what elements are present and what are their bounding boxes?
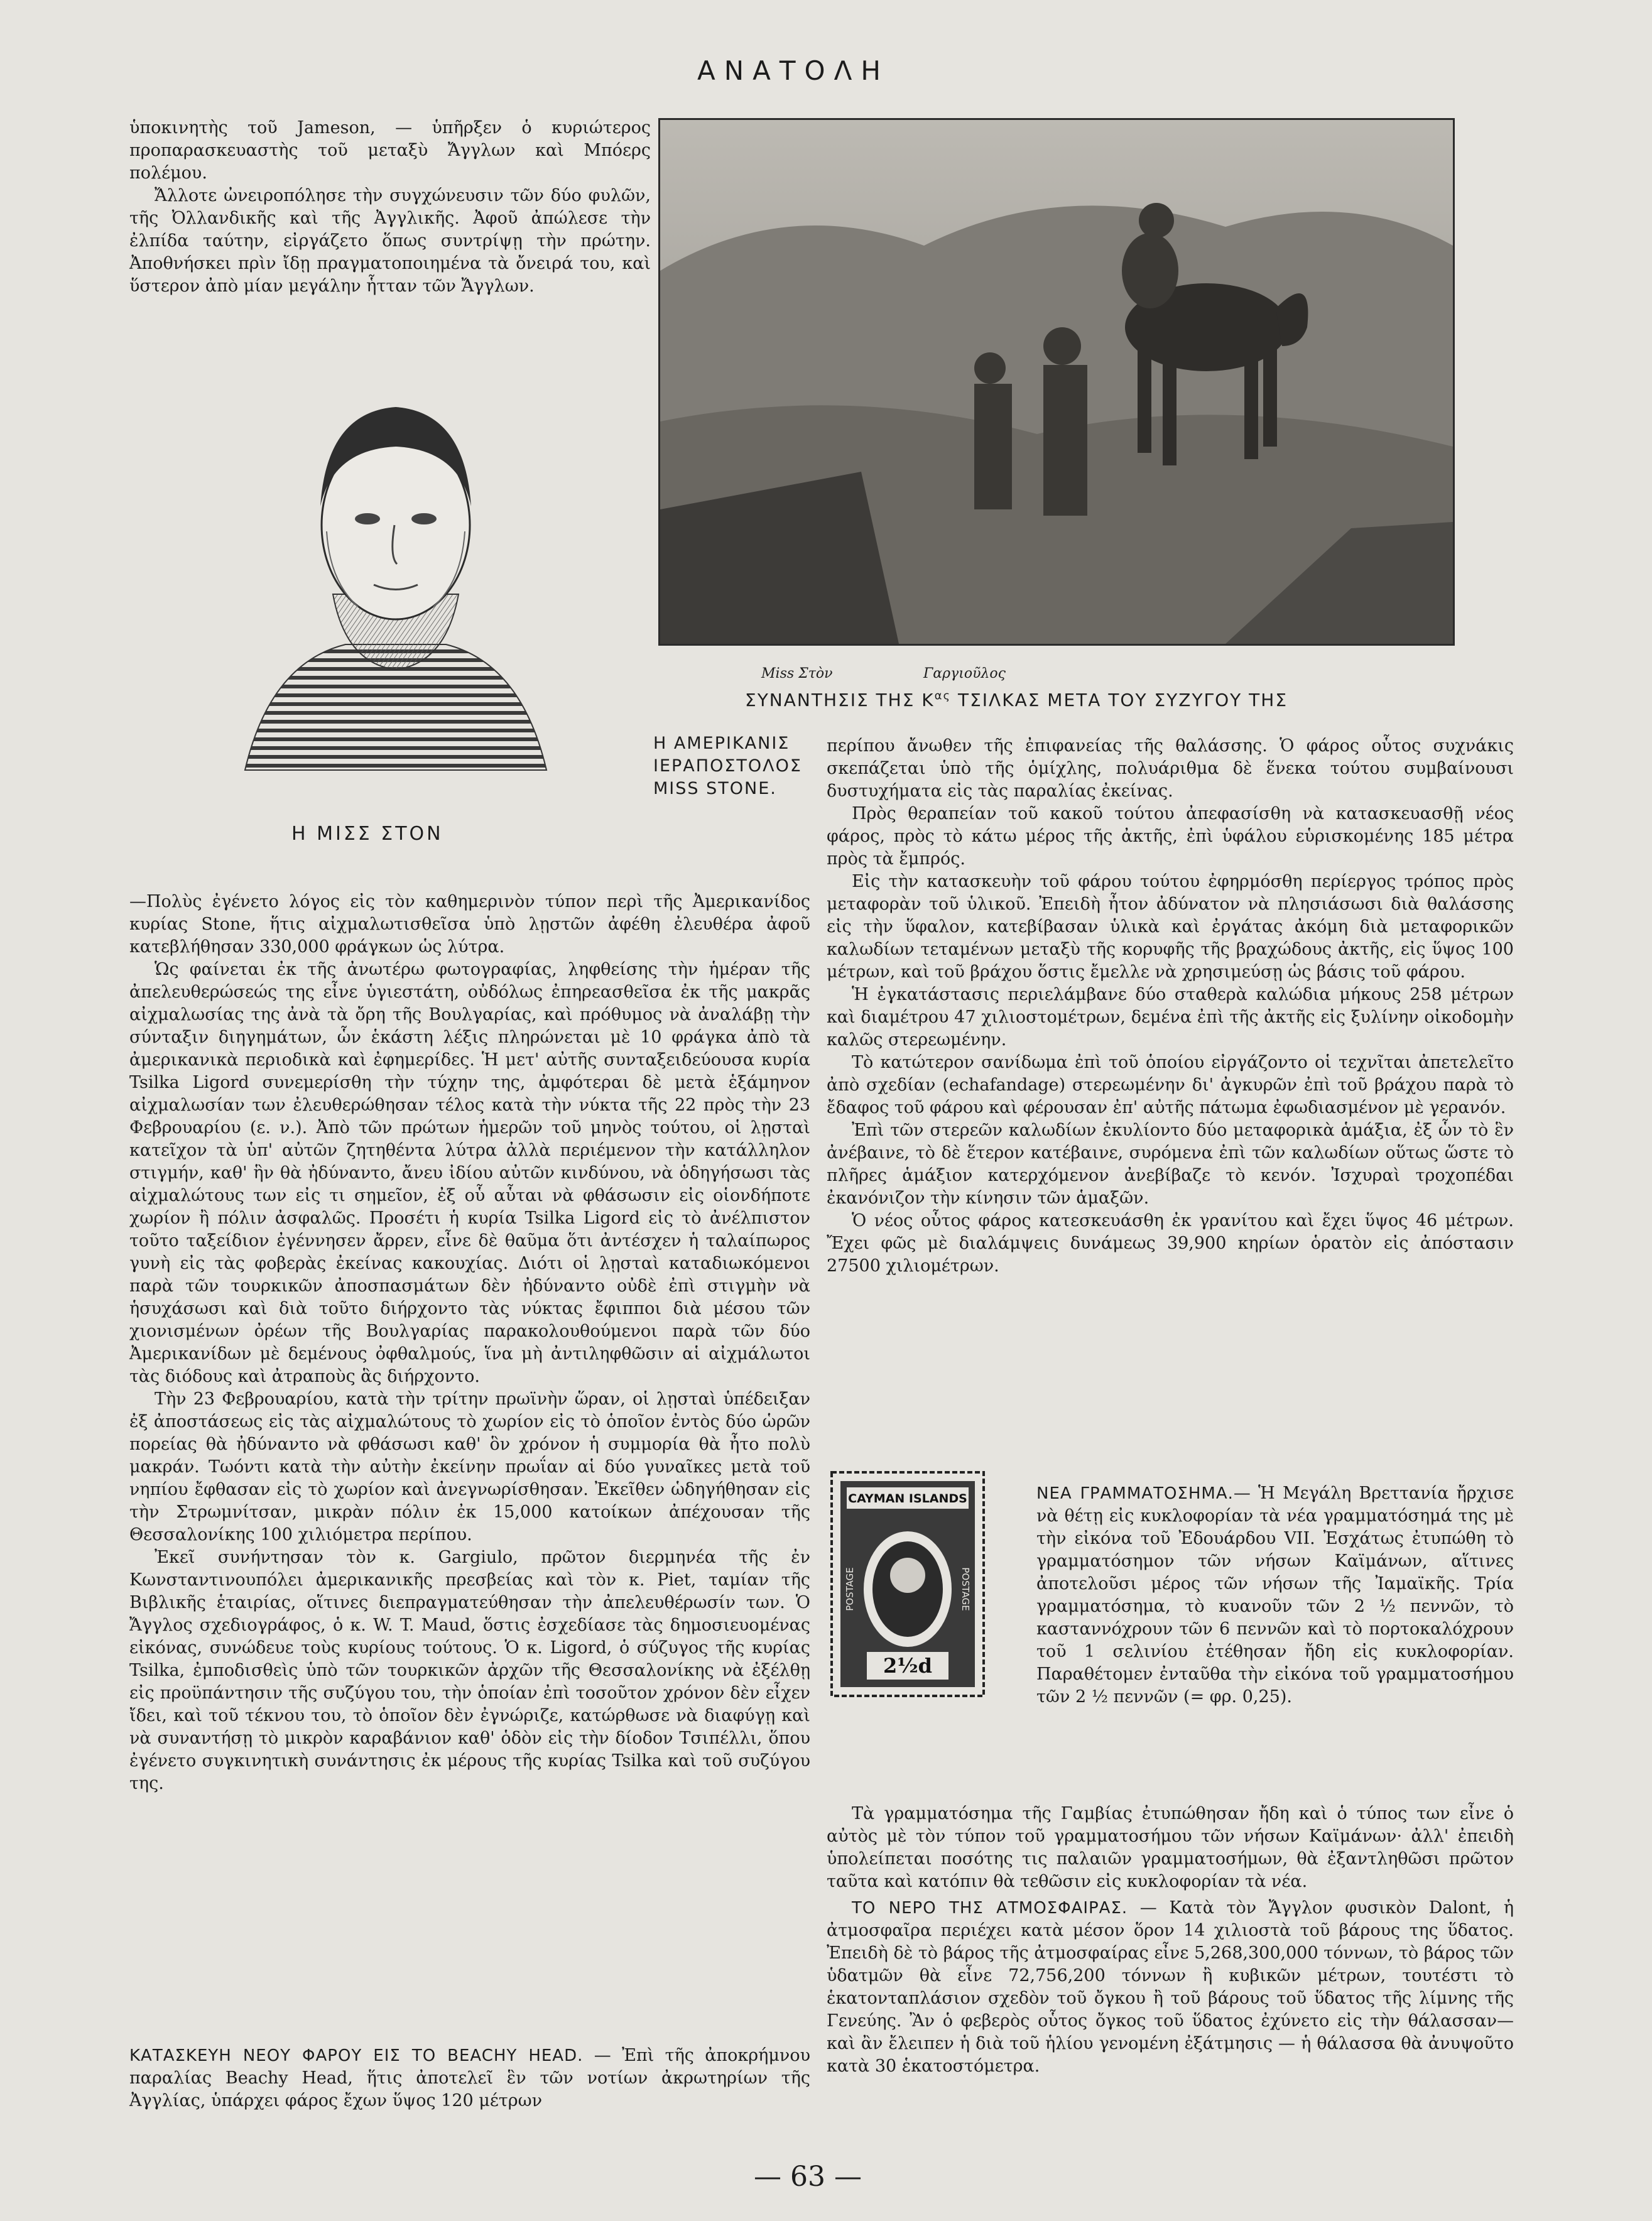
- stamp-top-text: CAYMAN ISLANDS: [848, 1492, 967, 1506]
- running-header: ΑΝΑΤΟΛΗ: [697, 55, 889, 86]
- article-beachy-paragraph: Πρὸς θεραπείαν τοῦ κακοῦ τούτου ἀπεφασίσθη νὰ κατασκευασθῇ νέος φάρος, πρὸς τὸ κάτω μέρος τῆς ἀκτῆς, ἐπὶ ὑφάλου εὑρισκομένης 185 μέτρα πρὸς τὰ ἔμπρός.: [827, 804, 1514, 869]
- article-beachy-paragraph: Τὸ κατώτερον σανίδωμα ἐπὶ τοῦ ὁποίου εἰργάζοντο οἱ τεχνῖται ἀπετελεῖτο ἀπὸ σχεδίαν (echafandage) στερεωμένην δι' ἀγκυρῶν ἐπὶ τοῦ βράχου παρὰ τὸ ἔδαφος τοῦ φάρου καὶ φέρουσαν ἐπ' αὐτῆς πάτωμα ἐφωδιασμένον μὲ γερανόν.: [827, 1053, 1514, 1117]
- intro-paragraph-1: ὑποκινητὴς τοῦ Jameson, — ὑπῆρξεν ὁ κυριώτερος προπαρασκευαστὴς τοῦ μεταξὺ Ἄγγλων καὶ Μπόερς πολέμου.: [129, 118, 651, 183]
- photo-caption-text: ΣΥΝΑΝΤΗΣΙΣ ΤΗΣ $K^{\alpha\varsigma}$ ΤΣΙΛΚΑΣ ΜΕΤΑ ΤΟΥ ΣΥΖΥΓΟΥ ΤΗΣ: [745, 690, 1288, 711]
- article-stone-paragraph: Ὡς φαίνεται ἐκ τῆς ἀνωτέρω φωτογραφίας, ληφθείσης τὴν ἡμέραν τῆς ἀπελευθερώσεώς της εἶνε ὑγιεστάτη, οὐδόλως ἐπηρεασθεῖσα ἐκ τῆς μακρᾶς αἰχμαλωσίας της ἀνὰ τὰ ὄρη τῆς Βουλγαρίας, καὶ πρόθυμος νὰ ἀναλάβῃ τὴν σύνταξιν διηγημάτων, ὧν ἑκάστη λέξις πληρώνεται μὲ 10 φράγκα ἀπὸ τὰ ἀμερικανικὰ περιοδικὰ καὶ ἐφημερίδες. Ἡ μετ' αὐτῆς συνταξειδεύουσα κυρία Tsilka Ligord συνεμερίσθη τὴν τύχην της, ἀμφότεραι δὲ μετὰ ἑξάμηνον αἰχμαλωσίαν των ἐλευθερώθησαν τέλος κατὰ τὴν νύκτα τῆς 22 πρὸς τὴν 23 Φεβρουαρίου (ε. ν.). Ἀπὸ τῶν πρώτων ἡμερῶν τοῦ μηνὸς τούτου, οἱ λῃσταὶ κατεῖχον τὰ ὑπ' αὐτῶν ζητηθέντα λύτρα ἀλλὰ περιέμενον τὴν κατάλληλον στιγμήν, καθ' ἣν θὰ ἠδύναντο, ἄνευ ἰδίου αὐτῶν κινδύνου, νὰ ὁδηγήσωσι τὰς αἰχμαλώτους των εἰς τι σημεῖον, ἐξ οὗ αὗται νὰ φθάσωσιν εἰς οἱονδήποτε χωρίον ἢ πόλιν ἀσφαλῶς. Προσέτι ἡ κυρία Tsilka Ligord εἰς τὸ ἀνέλπιστον τοῦτο ταξείδιον ἐγέννησεν ἄρρεν, εἶνε δὲ θαῦμα ὅτι ἀντέσχεν ἡ ταλαίπωρος γυνὴ εἰς τὰς φοβερὰς ἐκείνας κακουχίας. Διότι οἱ λῃσταὶ καταδιωκόμενοι παρὰ τῶν τουρκικῶν ἀποσπασμάτων δὲν ἠδύναντο οὐδὲ ἐπὶ στιγμὴν νὰ ἡσυχάσωσι καὶ διὰ τοῦτο διήρχοντο τὰς νύκτας ἔφιπποι διὰ μέσου τῶν χιονισμένων ὀρέων τῆς Βουλγαρίας παρακολουθούμενοι παρὰ τῶν δύο Ἀμερικανίδων μὲ δεμένους ὀφθαλμούς, ἵνα μὴ ἀντιληφθῶσιν αἱ αἰχμάλωτοι τὰς διόδους καὶ ἀτραποὺς ἃς διήρχοντο.: [129, 960, 810, 1386]
- article-stone-paragraph: Ἐκεῖ συνήντησαν τὸν κ. Gargiulo, πρῶτον διερμηνέα τῆς ἐν Κωνσταντινουπόλει ἀμερικανικῆς πρεσβείας καὶ τὸν κ. Piet, ταμίαν τῆς Βιβλικῆς ἑταιρίας, οἵτινες διεπραγματεύθησαν τὴν ἀπελευθέρωσίν των. Ὁ Ἄγγλος σχεδιογράφος, ὁ κ. W. T. Maud, ὅστις ἐσχεδίασε τὰς δημοσιευομένας εἰκόνας, συνώδευε τοὺς κυρίους τούτους. Ὁ κ. Ligord, ὁ σύζυγος τῆς κυρίας Tsilka, ἐμποδισθεὶς ὑπὸ τῶν τουρκικῶν ἀρχῶν τῆς Θεσσαλονίκης νὰ ἐξέλθῃ εἰς προϋπάντησιν τῆς συζύγου του, τὴν ὁποίαν ἐπὶ τοσοῦτον χρόνον δὲν εἶχεν ἴδει, καὶ τοῦ τέκνου του, τὸ ὁποῖον δὲν ἐγνώριζε, κατώρθωσε νὰ διαφύγῃ καὶ νὰ συναντήσῃ τὸ μικρὸν καραβάνιον καθ' ὁδὸν εἰς τὴν δίοδον Τσιπέλλι, ὅπου ἐγένετο συγκινητικὴ συνάντησις ἐκ μέρους τῆς κυρίας Tsilka καὶ τοῦ συζύγου της.: [129, 1548, 810, 1793]
- article-beachy-paragraph: Εἰς τὴν κατασκευὴν τοῦ φάρου τούτου ἐφηρμόσθη περίεργος τρόπος πρὸς μεταφορὰν τοῦ ὑλικοῦ. Ἐπειδὴ ἦτον ἀδύνατον νὰ πλησιάσωσι διὰ θαλάσσης εἰς τὴν ὕφαλον, κατεβίβασαν ὑλικὰ καὶ ἐργάτας ἀκόμη διὰ μεταφορικῶν καλωδίων τεταμένων μεταξὺ τῆς κορυφῆς τῆς βραχώδους ἀκτῆς, εἰς ὕψος 100 μέτρων, καὶ τοῦ βράχου ὅστις ἔμελλε νὰ χρησιμεύσῃ ὡς βάσις τοῦ φάρου.: [827, 872, 1514, 982]
- article-beachy-paragraph: Ἡ ἐγκατάστασις περιελάμβανε δύο σταθερὰ καλώδια μήκους 258 μέτρων καὶ διαμέτρου 47 χιλιοστομέτρων, δεμένα ἐπὶ τῆς ἀκτῆς εἰς ξυλίνην οἰκοδομὴν καλῶς στερεωμένην.: [827, 985, 1514, 1050]
- article-stone-heading: Η ΑΜΕΡΙΚΑΝΙΣ ΙΕΡΑΠΟΣΤΟΛΟΣ MISS STONE.: [653, 734, 802, 798]
- article-stamp-paragraph: Τὰ γραμματόσημα τῆς Γαμβίας ἐτυπώθησαν ἤδη καὶ ὁ τύπος των εἶνε ὁ αὐτὸς μὲ τὸν τύπον τοῦ γραμματοσήμου τῶν νήσων Καϊμάνων· ἀλλ' ἐπειδὴ ὑπολείπεται ποσότης τις παλαιῶν γραμματοσήμων, θὰ ἐξαντληθῶσι πρῶτον ταῦτα καὶ κατόπιν θὰ τεθῶσιν εἰς κυκλοφορίαν τὰ νέα.: [827, 1804, 1514, 1891]
- article-beachy-paragraph: Ὁ νέος οὗτος φάρος κατεσκευάσθη ἐκ γρανίτου καὶ ἔχει ὕψος 46 μέτρων. Ἔχει φῶς μὲ διαλάμψεις δυνάμεως 39,900 κηρίων ὁρατὸν εἰς ἀπόστασιν 27500 χιλιομέτρων.: [827, 1211, 1514, 1276]
- article-beachy-heading: ΚΑΤΑΣΚΕΥΗ ΝΕΟΥ ΦΑΡΟΥ ΕΙΣ ΤΟ BEACHY HEAD.: [129, 2046, 584, 2065]
- intro-paragraph-2: Ἄλλοτε ὠνειροπόλησε τὴν συγχώνευσιν τῶν δύο φυλῶν, τῆς Ὀλλανδικῆς καὶ τῆς Ἀγγλικῆς. Ἀφοῦ ἀπώλεσε τὴν ἐλπίδα ταύτην, εἰργάζετο ὅπως συντρίψῃ τὴν πρώτην. Ἀποθνήσκει πρὶν ἴδῃ πραγματοποιημένα τὰ ὄνειρά του, καὶ ὕστερον ἀπὸ μίαν μεγάλην ἧτταν τῶν Ἄγγλων.: [129, 186, 651, 296]
- photograph-meeting: [658, 118, 1455, 646]
- photograph-image: [660, 120, 1453, 644]
- stamp-left-text: POSTAGE: [844, 1567, 856, 1611]
- photo-caption-right: Γαργιοῦλος: [923, 666, 1006, 682]
- article-beachy-lead-text: — Ἐπὶ τῆς ἀποκρήμνου παραλίας Beachy Head, ἥτις ἀποτελεῖ ἓν τῶν νοτίων ἀκρωτηρίων τῆς Ἀγγλίας, ὑπάρχει φάρος ἔχων ὕψος 120 μέτρων: [129, 2046, 810, 2110]
- article-stone-lead: —Πολὺς ἐγένετο λόγος εἰς τὸν καθημερινὸν τύπον περὶ τῆς Ἀμερικανίδος κυρίας Stone, ἥτις αἰχμαλωτισθεῖσα ὑπὸ λῃστῶν ἀφέθη ἐλευθέρα ἀφοῦ κατεβλήθησαν 330,000 φράγκων ὡς λύτρα.: [129, 892, 810, 957]
- article-beachy-paragraph: περίπου ἄνωθεν τῆς ἐπιφανείας τῆς θαλάσσης. Ὁ φάρος οὗτος συχνάκις σκεπάζεται ὑπὸ τῆς ὁμίχλης, πολυάριθμα δὲ ἕνεκα τούτου συμβαίνουσι δυστυχήματα εἰς τὰς παραλίας ἐκείνας.: [827, 736, 1514, 801]
- article-water-text: — Κατὰ τὸν Ἄγγλον φυσικὸν Dalont, ἡ ἀτμοσφαῖρα περιέχει κατὰ μέσον ὅρον 14 χιλιοστὰ τοῦ βάρους της ὕδατος. Ἐπειδὴ δὲ τὸ βάρος τῆς ἀτμοσφαίρας εἶνε 5,268,300,000 τόννων, τὸ βάρος τῶν ὑδατμῶν θὰ εἶνε 72,756,200 τόννων ἢ κυβικῶν μέτρων, τουτέστι τὸ ἑκατονταπλάσιον σχεδὸν τοῦ ὄγκου ἢ τοῦ βάρους τοῦ ὕδατος τῆς λίμνης τῆς Γενεύης. Ἂν ὁ φεβερὸς οὗτος ὄγκος τοῦ ὕδατος ἐχύνετο εἰς τὴν θάλασσαν—καὶ ἂν ἔλειπεν ἡ διὰ τοῦ ἡλίου γενομένη ἐξάτμησις — ἡ θάλασσα θὰ ἀνυψοῦτο κατὰ 30 ἑκατοστόμετρα.: [827, 1898, 1514, 2076]
- article-water: [827, 1897, 1514, 2078]
- photo-caption-superscript: ας: [934, 690, 952, 703]
- cayman-islands-stamp: [829, 1470, 986, 1698]
- article-beachy-paragraph: Ἐπὶ τῶν στερεῶν καλωδίων ἐκυλίοντο δύο μεταφορικὰ ἁμάξια, ἐξ ὧν τὸ ἓν ἀνέβαινε, τὸ δὲ ἕτερον κατέβαινε, συρόμενα ἐπὶ τῶν καλωδίων οὕτως ὥστε τὸ πλῆρες ἁμάξιον κατερχόμενον ἀνεβίβαζε τὸ κενόν. Ἰσχυραὶ τροχοπέδαι ἐκανόνιζον τὴν κίνησιν τῶν ἁμαξῶν.: [827, 1121, 1514, 1208]
- intro-text: [129, 117, 651, 298]
- article-water-heading: ΤΟ ΝΕΡΟ ΤΗΣ ΑΤΜΟΣΦΑΙΡΑΣ.: [852, 1899, 1128, 1918]
- article-beachy-start: [129, 2045, 810, 2112]
- article-water-lead: [827, 1897, 1514, 2078]
- portrait-engraving-miss-stone: [220, 368, 572, 799]
- article-stamp-body: [827, 1803, 1514, 1893]
- article-stamp-heading: ΝΕΑ ΓΡΑΜΜΑΤΟΣΗΜΑ.: [1036, 1484, 1234, 1503]
- article-stamp-lead: [1036, 1482, 1514, 1708]
- stamp-right-text: POSTAGE: [960, 1567, 971, 1611]
- photo-caption-left: Μiss Στὸν: [761, 666, 833, 682]
- article-stone-paragraph: Τὴν 23 Φεβρουαρίου, κατὰ τὴν τρίτην πρωϊνὴν ὥραν, οἱ λῃσταὶ ὑπέδειξαν ἐξ ἀποστάσεως εἰς τὰς αἰχμαλώτους τὸ χωρίον εἰς τὸ ὁποῖον ἐντὸς δύο ὡρῶν πορείας θὰ ἠδύναντο νὰ φθάσωσι καθ' ὃν χρόνον ἡ συμμορία θὰ ἦτο πολὺ μακράν. Τωόντι κατὰ τὴν αὐτὴν ἐκείνην πρωΐαν αἱ δύο γυναῖκες μετὰ τοῦ νηπίου ἔφθασαν εἰς τὸ χωρίον καὶ ἀνεγνωρίσθησαν. Ἐκεῖθεν ὡδηγήθησαν εἰς τὴν Στρωμνίτσαν, μικρὰν πόλιν ἐκ 15,000 κατοίκων ἀπέχουσαν τῆς Θεσσαλονίκης 100 χιλιόμετρα περίπου.: [129, 1389, 810, 1545]
- article-beachy-lead: [129, 2045, 810, 2112]
- article-stone-body: [129, 891, 810, 1795]
- stamp-value: 2½d: [883, 1654, 933, 1678]
- article-beachy-continued: [827, 735, 1514, 1278]
- photo-caption-main: [745, 690, 1288, 710]
- portrait-caption: Η ΜΙΣΣ ΣΤΟΝ: [291, 823, 443, 845]
- article-stamp-lead-block: [1036, 1482, 1514, 1708]
- article-stamp-lead-text: — Ἡ Μεγάλη Βρεττανία ἤρχισε νὰ θέτῃ εἰς κυκλοφορίαν τὰ νέα γραμματόσημά της μὲ τὴν εἰκόνα τοῦ Ἐδουάρδου VII. Ἐσχάτως ἐτυπώθη τὸ γραμματόσημον τῶν νήσων Καϊμάνων, αἵτινες ἀποτελοῦσι μέρος τῶν νήσων τῆς Ἰαμαϊκῆς. Τρία γραμματόσημα, τὸ κυανοῦν τῶν 2 ½ πεννῶν, τὸ κασταννόχρουν τῶν 6 πεννῶν καὶ τὸ πορτοκαλόχρουν τοῦ 1 σελινίου ἐτέθησαν ἤδη εἰς κυκλοφορίαν. Παραθέτομεν ἐνταῦθα τὴν εἰκόνα τοῦ γραμματοσήμου τῶν 2 ½ πεννῶν (= φρ. 0,25).: [1036, 1484, 1514, 1707]
- page-number: — 63 —: [754, 2161, 862, 2193]
